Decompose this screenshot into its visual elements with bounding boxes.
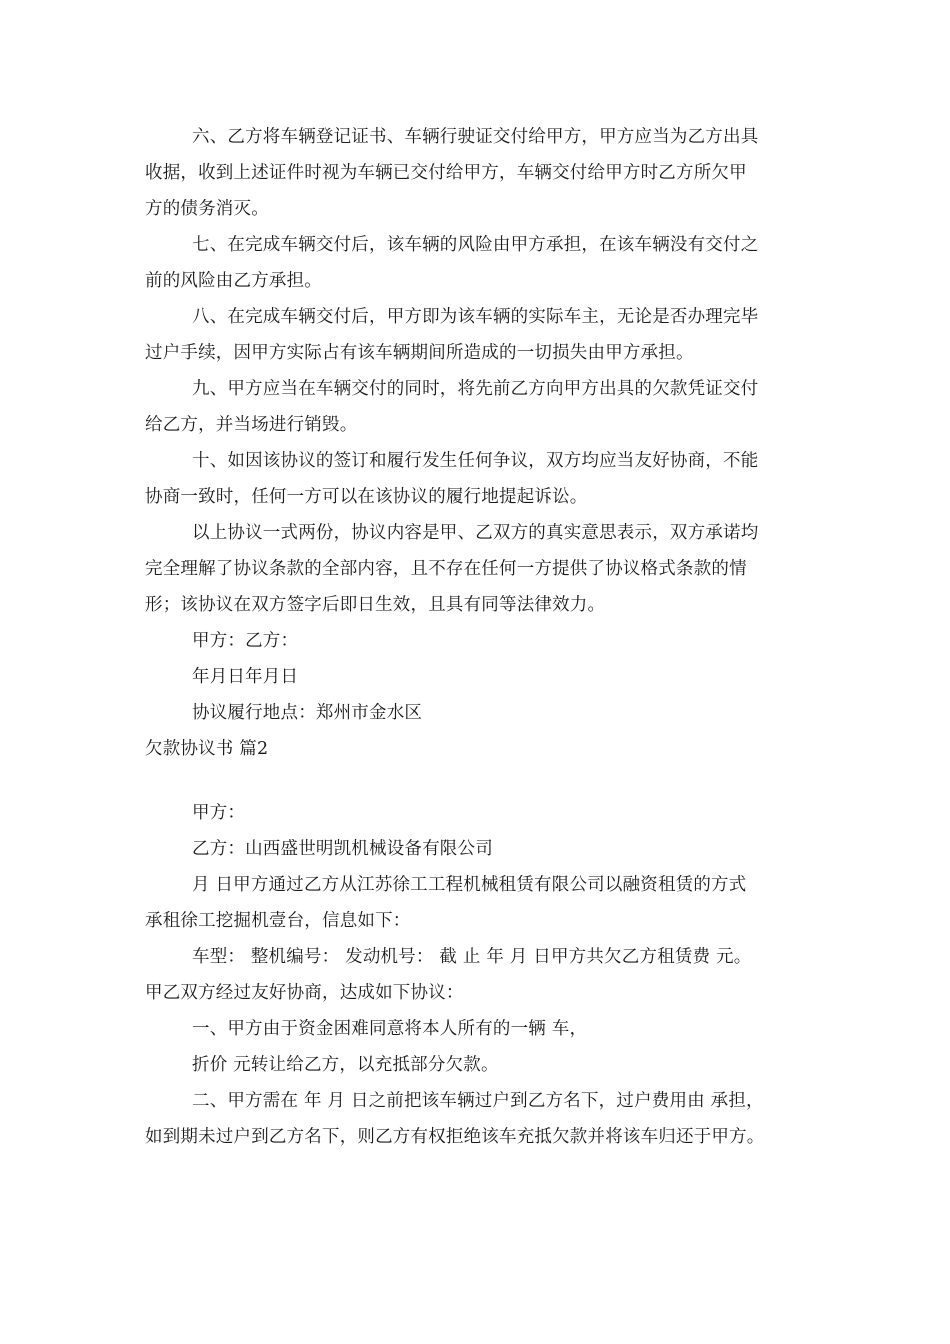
paragraph-line: 方的债务消灭。: [145, 199, 269, 219]
paragraph-line: 如到期未过户到乙方名下，则乙方有权拒绝该车充抵欠款并将该车归还于甲方。: [145, 1127, 765, 1147]
party-a-line: 甲方：: [192, 803, 246, 823]
performance-location-line: 协议履行地点：郑州市金水区: [192, 703, 423, 723]
paragraph-line: 形；该协议在双方签字后即日生效，且具有同等法律效力。: [145, 595, 606, 615]
paragraph-line: 车型： 整机编号： 发动机号： 截 止 年 月 日甲方共欠乙方租赁费 元。: [192, 947, 752, 967]
signature-parties-line: 甲方：乙方：: [192, 631, 299, 651]
paragraph-line: 甲乙双方经过友好协商，达成如下协议：: [145, 983, 464, 1003]
paragraph-line: 月 日甲方通过乙方从江苏徐工工程机械租赁有限公司以融资租赁的方式: [192, 875, 747, 895]
signature-date-line: 年月日年月日: [192, 667, 299, 687]
paragraph-line: 折价 元转让给乙方，以充抵部分欠款。: [192, 1055, 499, 1075]
paragraph-line: 六、乙方将车辆登记证书、车辆行驶证交付给甲方，甲方应当为乙方出具: [192, 127, 759, 147]
paragraph-line: 收据，收到上述证件时视为车辆已交付给甲方，车辆交付给甲方时乙方所欠甲: [145, 163, 747, 183]
paragraph-line: 七、在完成车辆交付后，该车辆的风险由甲方承担，在该车辆没有交付之: [192, 235, 759, 255]
paragraph-line: 十、如因该协议的签订和履行发生任何争议，双方均应当友好协商，不能: [192, 451, 759, 471]
paragraph-line: 协商一致时，任何一方可以在该协议的履行地提起诉讼。: [145, 487, 588, 507]
document-heading: 欠款协议书 篇2: [145, 739, 269, 759]
paragraph-line: 以上协议一式两份，协议内容是甲、乙双方的真实意思表示，双方承诺均: [192, 523, 759, 543]
paragraph-line: 前的风险由乙方承担。: [145, 271, 322, 291]
party-b-line: 乙方：山西盛世明凯机械设备有限公司: [192, 839, 493, 859]
paragraph-line: 二、甲方需在 年 月 日之前把该车辆过户到乙方名下，过户费用由 承担，: [192, 1091, 764, 1111]
paragraph-line: 过户手续，因甲方实际占有该车辆期间所造成的一切损失由甲方承担。: [145, 343, 694, 363]
paragraph-line: 八、在完成车辆交付后，甲方即为该车辆的实际车主，无论是否办理完毕: [192, 307, 759, 327]
paragraph-line: 给乙方，并当场进行销毁。: [145, 415, 358, 435]
paragraph-line: 九、甲方应当在车辆交付的同时，将先前乙方向甲方出具的欠款凭证交付: [192, 379, 759, 399]
paragraph-line: 一、甲方由于资金困难同意将本人所有的一辆 车，: [192, 1019, 588, 1039]
paragraph-line: 承租徐工挖掘机壹台，信息如下：: [145, 911, 411, 931]
paragraph-line: 完全理解了协议条款的全部内容，且不存在任何一方提供了协议格式条款的情: [145, 559, 747, 579]
